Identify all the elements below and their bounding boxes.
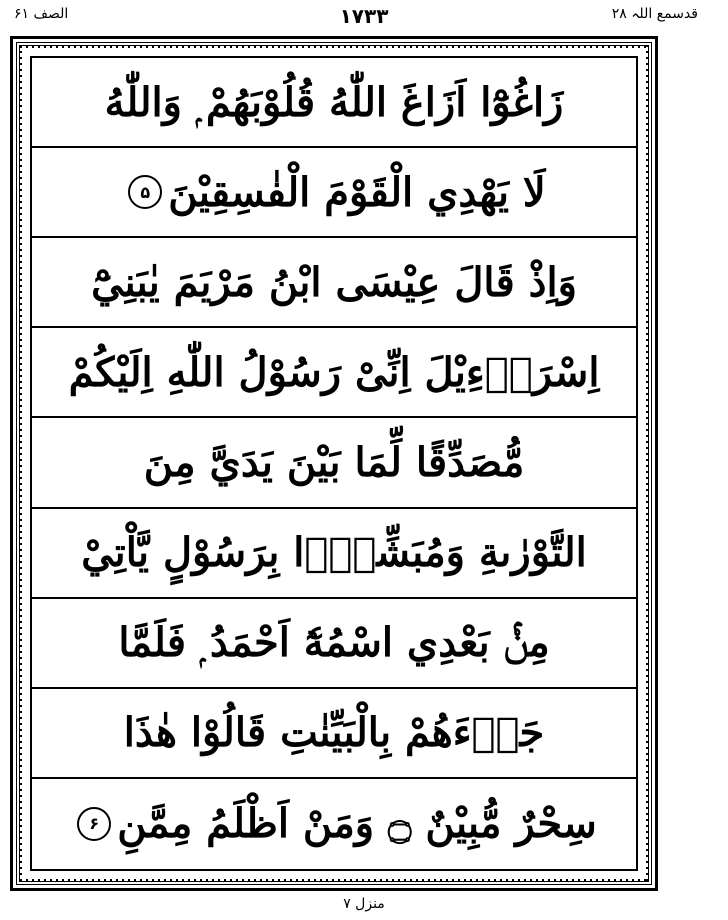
text-line-9	[32, 779, 636, 869]
page-header	[0, 6, 728, 32]
ayah-number-marker: ۵	[128, 175, 162, 209]
surah-label: الصف ۶۱	[14, 6, 69, 22]
quran-text-area	[30, 56, 638, 871]
text-line-7	[32, 599, 636, 689]
line-text: مُّصَدِّقًا لِّمَا بَيْنَ يَدَيَّ مِنَ	[143, 438, 525, 486]
line-text: زَاغُوْٓا اَزَاغَ اللّٰهُ قُلُوْبَهُمْ ۭ وَاللّٰهُ	[104, 78, 564, 126]
manzil-footer: منزل ۷	[343, 896, 385, 912]
line-text: مِنْۢ بَعْدِي اسْمُهٗٓ اَحْمَدُ ۭ فَلَمَّا	[118, 619, 550, 667]
ornamental-border	[16, 42, 652, 885]
text-line-3	[32, 238, 636, 328]
text-line-8	[32, 689, 636, 779]
text-line-4	[32, 328, 636, 418]
page-number: ۱۷۳۳	[339, 4, 389, 28]
text-line-2	[32, 148, 636, 238]
ayah-number-marker: ۶	[77, 807, 111, 841]
line-text: التَّوْرٰىةِ وَمُبَشِّرًۢا بِرَسُوْلٍ يَّاْتِيْ	[81, 529, 587, 577]
line-text: سِحْرٌ مُّبِيْنٌ ۝ وَمَنْ اَظْلَمُ مِمَّنِ	[117, 800, 597, 848]
line-text: لَا يَهْدِي الْقَوْمَ الْفٰسِقِيْنَ	[168, 168, 546, 216]
text-line-1	[32, 58, 636, 148]
juz-label: قدسمع اللہ ۲۸	[611, 6, 698, 22]
line-text: وَاِذْ قَالَ عِيْسَى ابْنُ مَرْيَمَ يٰبَنِيْٓ	[91, 258, 577, 306]
text-line-5	[32, 418, 636, 508]
line-text: اِسْرَاۗءِيْلَ اِنِّىْ رَسُوْلُ اللّٰهِ اِلَيْكُمْ	[68, 348, 600, 396]
line-text: جَاۗءَهُمْ بِالْبَيِّنٰتِ قَالُوْا هٰذَا	[123, 709, 545, 757]
page-frame	[10, 36, 658, 891]
text-line-6	[32, 509, 636, 599]
